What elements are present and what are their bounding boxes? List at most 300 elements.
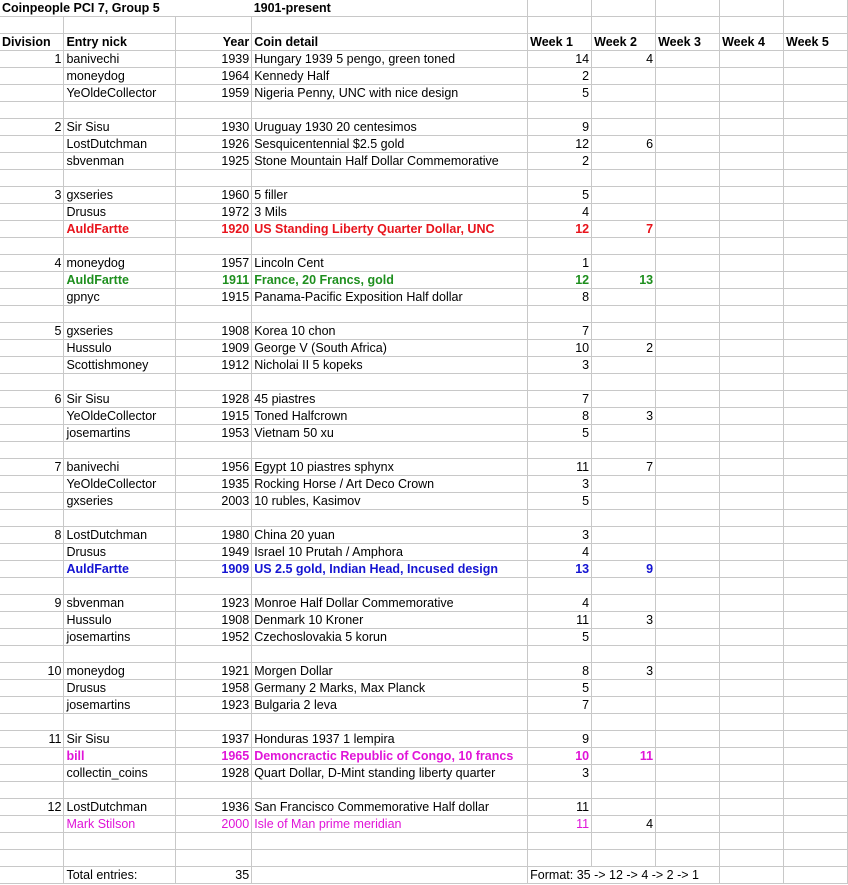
cell-empty[interactable]	[656, 578, 720, 595]
cell-empty[interactable]	[176, 850, 252, 867]
entry-year[interactable]: 2000	[176, 816, 252, 833]
week-4-score[interactable]	[720, 493, 784, 510]
cell-empty[interactable]	[656, 850, 720, 867]
week-2-score[interactable]	[592, 493, 656, 510]
week-4-score[interactable]	[720, 51, 784, 68]
cell-empty[interactable]	[528, 170, 592, 187]
week-2-score[interactable]	[592, 476, 656, 493]
week-3-score[interactable]	[656, 136, 720, 153]
week-4-score[interactable]	[720, 408, 784, 425]
entry-nick[interactable]: gpnyc	[64, 289, 176, 306]
week-1-score[interactable]: 2	[528, 153, 592, 170]
cell-empty[interactable]	[0, 408, 64, 425]
cell-empty[interactable]	[0, 68, 64, 85]
entry-nick[interactable]: Drusus	[64, 204, 176, 221]
week-5-score[interactable]	[784, 612, 848, 629]
week-5-score[interactable]	[784, 748, 848, 765]
entry-nick[interactable]: josemartins	[64, 629, 176, 646]
cell-empty[interactable]	[656, 714, 720, 731]
cell-empty[interactable]	[0, 629, 64, 646]
week-2-score[interactable]	[592, 765, 656, 782]
week-5-score[interactable]	[784, 323, 848, 340]
week-1-score[interactable]: 5	[528, 629, 592, 646]
header-week-3[interactable]: Week 3	[656, 34, 720, 51]
cell-empty[interactable]	[0, 153, 64, 170]
header-week-1[interactable]: Week 1	[528, 34, 592, 51]
week-5-score[interactable]	[784, 544, 848, 561]
week-3-score[interactable]	[656, 119, 720, 136]
week-4-score[interactable]	[720, 459, 784, 476]
week-3-score[interactable]	[656, 425, 720, 442]
entry-nick[interactable]: Drusus	[64, 544, 176, 561]
coin-detail[interactable]: Germany 2 Marks, Max Planck	[252, 680, 528, 697]
week-3-score[interactable]	[656, 731, 720, 748]
week-2-score[interactable]: 3	[592, 663, 656, 680]
division-number[interactable]: 10	[0, 663, 64, 680]
week-5-score[interactable]	[784, 136, 848, 153]
week-4-score[interactable]	[720, 119, 784, 136]
week-1-score[interactable]: 14	[528, 51, 592, 68]
week-4-score[interactable]	[720, 68, 784, 85]
entry-nick[interactable]: moneydog	[64, 68, 176, 85]
cell-empty[interactable]	[656, 17, 720, 34]
cell-empty[interactable]	[784, 306, 848, 323]
entry-year[interactable]: 1928	[176, 765, 252, 782]
coin-detail[interactable]: Sesquicentennial $2.5 gold	[252, 136, 528, 153]
entry-nick[interactable]: LostDutchman	[64, 527, 176, 544]
cell-empty[interactable]	[0, 102, 64, 119]
week-1-score[interactable]: 5	[528, 680, 592, 697]
entry-year[interactable]: 1926	[176, 136, 252, 153]
week-1-score[interactable]: 10	[528, 748, 592, 765]
week-2-score[interactable]	[592, 85, 656, 102]
week-3-score[interactable]	[656, 629, 720, 646]
cell-empty[interactable]	[252, 170, 528, 187]
cell-empty[interactable]	[528, 782, 592, 799]
week-1-score[interactable]: 4	[528, 204, 592, 221]
week-1-score[interactable]: 2	[528, 68, 592, 85]
week-1-score[interactable]: 10	[528, 340, 592, 357]
entry-nick[interactable]: Sir Sisu	[64, 731, 176, 748]
entry-year[interactable]: 1925	[176, 153, 252, 170]
entry-year[interactable]: 1957	[176, 255, 252, 272]
entry-year[interactable]: 1964	[176, 68, 252, 85]
entry-year[interactable]: 1953	[176, 425, 252, 442]
cell-empty[interactable]	[252, 510, 528, 527]
week-1-score[interactable]: 7	[528, 697, 592, 714]
week-2-score[interactable]	[592, 187, 656, 204]
week-2-score[interactable]	[592, 68, 656, 85]
entry-nick[interactable]: Mark Stilson	[64, 816, 176, 833]
entry-nick[interactable]: josemartins	[64, 425, 176, 442]
cell-empty[interactable]	[0, 374, 64, 391]
cell-empty[interactable]	[176, 510, 252, 527]
week-3-score[interactable]	[656, 272, 720, 289]
cell-empty[interactable]	[592, 646, 656, 663]
entry-nick[interactable]: gxseries	[64, 323, 176, 340]
week-3-score[interactable]	[656, 340, 720, 357]
cell-empty[interactable]	[656, 170, 720, 187]
cell-empty[interactable]	[720, 646, 784, 663]
total-entries-label[interactable]: Total entries:	[64, 867, 176, 884]
coin-detail[interactable]: Panama-Pacific Exposition Half dollar	[252, 289, 528, 306]
week-5-score[interactable]	[784, 391, 848, 408]
cell-empty[interactable]	[0, 833, 64, 850]
entry-year[interactable]: 1912	[176, 357, 252, 374]
cell-empty[interactable]	[252, 17, 528, 34]
week-2-score[interactable]	[592, 289, 656, 306]
week-2-score[interactable]: 9	[592, 561, 656, 578]
week-3-score[interactable]	[656, 612, 720, 629]
week-5-score[interactable]	[784, 289, 848, 306]
week-4-score[interactable]	[720, 272, 784, 289]
coin-detail[interactable]: Quart Dollar, D-Mint standing liberty quarter	[252, 765, 528, 782]
cell-empty[interactable]	[592, 850, 656, 867]
week-5-score[interactable]	[784, 663, 848, 680]
week-4-score[interactable]	[720, 816, 784, 833]
cell-empty[interactable]	[64, 578, 176, 595]
header-year[interactable]: Year	[176, 34, 252, 51]
entry-nick[interactable]: josemartins	[64, 697, 176, 714]
cell-empty[interactable]	[592, 306, 656, 323]
cell-empty[interactable]	[64, 442, 176, 459]
cell-empty[interactable]	[656, 646, 720, 663]
entry-nick[interactable]: moneydog	[64, 255, 176, 272]
week-3-score[interactable]	[656, 697, 720, 714]
week-5-score[interactable]	[784, 408, 848, 425]
entry-nick[interactable]: banivechi	[64, 459, 176, 476]
week-1-score[interactable]: 12	[528, 272, 592, 289]
cell-empty[interactable]	[176, 578, 252, 595]
week-1-score[interactable]: 3	[528, 527, 592, 544]
cell-empty[interactable]	[720, 374, 784, 391]
week-3-score[interactable]	[656, 153, 720, 170]
entry-year[interactable]: 1909	[176, 561, 252, 578]
week-3-score[interactable]	[656, 816, 720, 833]
cell-empty[interactable]	[252, 102, 528, 119]
cell-empty[interactable]	[784, 17, 848, 34]
entry-year[interactable]: 1930	[176, 119, 252, 136]
week-3-score[interactable]	[656, 289, 720, 306]
week-4-score[interactable]	[720, 391, 784, 408]
cell-empty[interactable]	[528, 578, 592, 595]
cell-empty[interactable]	[656, 510, 720, 527]
week-1-score[interactable]: 7	[528, 391, 592, 408]
week-2-score[interactable]: 6	[592, 136, 656, 153]
cell-empty[interactable]	[252, 833, 528, 850]
coin-detail[interactable]: China 20 yuan	[252, 527, 528, 544]
week-4-score[interactable]	[720, 289, 784, 306]
entry-nick[interactable]: collectin_coins	[64, 765, 176, 782]
division-number[interactable]: 5	[0, 323, 64, 340]
cell-empty[interactable]	[720, 510, 784, 527]
cell-empty[interactable]	[656, 782, 720, 799]
week-3-score[interactable]	[656, 663, 720, 680]
week-4-score[interactable]	[720, 595, 784, 612]
cell-empty[interactable]	[0, 221, 64, 238]
week-1-score[interactable]: 5	[528, 187, 592, 204]
coin-detail[interactable]: Rocking Horse / Art Deco Crown	[252, 476, 528, 493]
week-1-score[interactable]: 11	[528, 459, 592, 476]
cell-empty[interactable]	[720, 170, 784, 187]
entry-nick[interactable]: moneydog	[64, 663, 176, 680]
week-5-score[interactable]	[784, 595, 848, 612]
cell-empty[interactable]	[64, 170, 176, 187]
week-3-score[interactable]	[656, 391, 720, 408]
cell-empty[interactable]	[64, 374, 176, 391]
cell-empty[interactable]	[592, 782, 656, 799]
week-2-score[interactable]: 7	[592, 459, 656, 476]
week-5-score[interactable]	[784, 204, 848, 221]
week-3-score[interactable]	[656, 799, 720, 816]
cell-empty[interactable]	[176, 374, 252, 391]
cell-empty[interactable]	[64, 782, 176, 799]
cell-empty[interactable]	[720, 578, 784, 595]
week-5-score[interactable]	[784, 629, 848, 646]
cell-empty[interactable]	[176, 306, 252, 323]
entry-nick[interactable]: Drusus	[64, 680, 176, 697]
week-1-score[interactable]: 3	[528, 476, 592, 493]
cell-empty[interactable]	[784, 833, 848, 850]
week-2-score[interactable]: 3	[592, 612, 656, 629]
coin-detail[interactable]: US Standing Liberty Quarter Dollar, UNC	[252, 221, 528, 238]
cell-empty[interactable]	[784, 170, 848, 187]
week-4-score[interactable]	[720, 799, 784, 816]
cell-empty[interactable]	[0, 204, 64, 221]
cell-empty[interactable]	[64, 510, 176, 527]
cell-empty[interactable]	[592, 442, 656, 459]
cell-empty[interactable]	[0, 765, 64, 782]
cell-empty[interactable]	[64, 714, 176, 731]
coin-detail[interactable]: Demoncractic Republic of Congo, 10 francs	[252, 748, 528, 765]
cell-empty[interactable]	[0, 748, 64, 765]
format-text[interactable]: Format: 35 -> 12 -> 4 -> 2 -> 1	[528, 867, 720, 884]
cell-empty[interactable]	[784, 102, 848, 119]
week-3-score[interactable]	[656, 323, 720, 340]
cell-empty[interactable]	[784, 374, 848, 391]
entry-year[interactable]: 1937	[176, 731, 252, 748]
cell-empty[interactable]	[720, 442, 784, 459]
week-5-score[interactable]	[784, 816, 848, 833]
week-5-score[interactable]	[784, 425, 848, 442]
week-2-score[interactable]	[592, 255, 656, 272]
coin-detail[interactable]: Nigeria Penny, UNC with nice design	[252, 85, 528, 102]
cell-empty[interactable]	[592, 17, 656, 34]
week-5-score[interactable]	[784, 357, 848, 374]
division-number[interactable]: 9	[0, 595, 64, 612]
cell-empty[interactable]	[592, 238, 656, 255]
entry-year[interactable]: 1952	[176, 629, 252, 646]
week-4-score[interactable]	[720, 153, 784, 170]
division-number[interactable]: 2	[0, 119, 64, 136]
week-3-score[interactable]	[656, 187, 720, 204]
entry-year[interactable]: 1920	[176, 221, 252, 238]
cell-empty[interactable]	[528, 833, 592, 850]
coin-detail[interactable]: George V (South Africa)	[252, 340, 528, 357]
cell-empty[interactable]	[784, 238, 848, 255]
entry-year[interactable]: 1915	[176, 289, 252, 306]
cell-empty[interactable]	[64, 238, 176, 255]
week-3-score[interactable]	[656, 544, 720, 561]
entry-year[interactable]: 1936	[176, 799, 252, 816]
entry-year[interactable]: 1972	[176, 204, 252, 221]
week-1-score[interactable]: 7	[528, 323, 592, 340]
week-2-score[interactable]	[592, 391, 656, 408]
cell-empty[interactable]	[0, 289, 64, 306]
week-5-score[interactable]	[784, 476, 848, 493]
week-4-score[interactable]	[720, 425, 784, 442]
week-2-score[interactable]	[592, 731, 656, 748]
week-1-score[interactable]: 5	[528, 425, 592, 442]
week-3-score[interactable]	[656, 51, 720, 68]
header-week-5[interactable]: Week 5	[784, 34, 848, 51]
cell-empty[interactable]	[0, 697, 64, 714]
week-5-score[interactable]	[784, 153, 848, 170]
cell-empty[interactable]	[0, 340, 64, 357]
week-4-score[interactable]	[720, 187, 784, 204]
cell-empty[interactable]	[784, 442, 848, 459]
cell-empty[interactable]	[784, 782, 848, 799]
cell-empty[interactable]	[592, 578, 656, 595]
week-2-score[interactable]	[592, 697, 656, 714]
week-5-score[interactable]	[784, 561, 848, 578]
cell-empty[interactable]	[252, 850, 528, 867]
cell-empty[interactable]	[0, 272, 64, 289]
coin-detail[interactable]: Denmark 10 Kroner	[252, 612, 528, 629]
coin-detail[interactable]: France, 20 Francs, gold	[252, 272, 528, 289]
week-5-score[interactable]	[784, 459, 848, 476]
cell-empty[interactable]	[0, 544, 64, 561]
cell-empty[interactable]	[0, 136, 64, 153]
cell-empty[interactable]	[0, 357, 64, 374]
week-2-score[interactable]	[592, 357, 656, 374]
cell-empty[interactable]	[528, 714, 592, 731]
entry-nick[interactable]: gxseries	[64, 493, 176, 510]
week-5-score[interactable]	[784, 119, 848, 136]
week-5-score[interactable]	[784, 697, 848, 714]
coin-detail[interactable]: Bulgaria 2 leva	[252, 697, 528, 714]
cell-empty[interactable]	[592, 170, 656, 187]
cell-empty[interactable]	[592, 510, 656, 527]
week-2-score[interactable]: 4	[592, 816, 656, 833]
week-1-score[interactable]: 11	[528, 612, 592, 629]
entry-nick[interactable]: LostDutchman	[64, 799, 176, 816]
coin-detail[interactable]: Stone Mountain Half Dollar Commemorative	[252, 153, 528, 170]
header-coin-detail[interactable]: Coin detail	[252, 34, 528, 51]
division-number[interactable]: 6	[0, 391, 64, 408]
week-2-score[interactable]	[592, 204, 656, 221]
cell-empty[interactable]	[784, 510, 848, 527]
cell-empty[interactable]	[528, 442, 592, 459]
coin-detail[interactable]: Lincoln Cent	[252, 255, 528, 272]
cell-empty[interactable]	[64, 17, 176, 34]
week-3-score[interactable]	[656, 204, 720, 221]
entry-year[interactable]: 1949	[176, 544, 252, 561]
cell-empty[interactable]	[592, 102, 656, 119]
entry-nick[interactable]: Hussulo	[64, 340, 176, 357]
week-5-score[interactable]	[784, 680, 848, 697]
week-2-score[interactable]: 4	[592, 51, 656, 68]
entry-nick[interactable]: LostDutchman	[64, 136, 176, 153]
entry-nick[interactable]: banivechi	[64, 51, 176, 68]
entry-year[interactable]: 1908	[176, 612, 252, 629]
cell-empty[interactable]	[656, 0, 720, 17]
cell-empty[interactable]	[592, 714, 656, 731]
coin-detail[interactable]: 3 Mils	[252, 204, 528, 221]
cell-empty[interactable]	[176, 238, 252, 255]
entry-nick[interactable]: AuldFartte	[64, 221, 176, 238]
cell-empty[interactable]	[252, 646, 528, 663]
division-number[interactable]: 4	[0, 255, 64, 272]
entry-nick[interactable]: AuldFartte	[64, 561, 176, 578]
entry-nick[interactable]: YeOldeCollector	[64, 85, 176, 102]
week-2-score[interactable]: 13	[592, 272, 656, 289]
week-4-score[interactable]	[720, 748, 784, 765]
week-1-score[interactable]: 12	[528, 221, 592, 238]
coin-detail[interactable]: Vietnam 50 xu	[252, 425, 528, 442]
cell-empty[interactable]	[720, 782, 784, 799]
division-number[interactable]: 12	[0, 799, 64, 816]
cell-empty[interactable]	[252, 782, 528, 799]
coin-detail[interactable]: Israel 10 Prutah / Amphora	[252, 544, 528, 561]
week-5-score[interactable]	[784, 527, 848, 544]
week-4-score[interactable]	[720, 680, 784, 697]
division-number[interactable]: 3	[0, 187, 64, 204]
week-5-score[interactable]	[784, 221, 848, 238]
cell-empty[interactable]	[656, 238, 720, 255]
week-4-score[interactable]	[720, 204, 784, 221]
week-5-score[interactable]	[784, 799, 848, 816]
entry-year[interactable]: 1956	[176, 459, 252, 476]
week-3-score[interactable]	[656, 595, 720, 612]
entry-year[interactable]: 1928	[176, 391, 252, 408]
cell-empty[interactable]	[176, 833, 252, 850]
cell-empty[interactable]	[0, 816, 64, 833]
coin-detail[interactable]: Isle of Man prime meridian	[252, 816, 528, 833]
cell-empty[interactable]	[0, 476, 64, 493]
entry-year[interactable]: 1959	[176, 85, 252, 102]
cell-empty[interactable]	[528, 374, 592, 391]
week-2-score[interactable]: 7	[592, 221, 656, 238]
cell-empty[interactable]	[592, 833, 656, 850]
week-4-score[interactable]	[720, 357, 784, 374]
cell-empty[interactable]	[0, 17, 64, 34]
week-3-score[interactable]	[656, 680, 720, 697]
cell-empty[interactable]	[176, 170, 252, 187]
entry-year[interactable]: 1965	[176, 748, 252, 765]
cell-empty[interactable]	[64, 306, 176, 323]
week-5-score[interactable]	[784, 340, 848, 357]
cell-empty[interactable]	[252, 578, 528, 595]
cell-empty[interactable]	[0, 170, 64, 187]
header-entry-nick[interactable]: Entry nick	[64, 34, 176, 51]
week-5-score[interactable]	[784, 187, 848, 204]
cell-empty[interactable]	[176, 714, 252, 731]
cell-empty[interactable]	[528, 510, 592, 527]
week-4-score[interactable]	[720, 323, 784, 340]
week-4-score[interactable]	[720, 765, 784, 782]
cell-empty[interactable]	[656, 374, 720, 391]
cell-empty[interactable]	[656, 442, 720, 459]
week-2-score[interactable]	[592, 119, 656, 136]
entry-nick[interactable]: Sir Sisu	[64, 119, 176, 136]
cell-empty[interactable]	[0, 306, 64, 323]
week-4-score[interactable]	[720, 629, 784, 646]
week-3-score[interactable]	[656, 527, 720, 544]
sheet-date-range[interactable]: 1901-present	[252, 0, 528, 17]
cell-empty[interactable]	[784, 867, 848, 884]
week-5-score[interactable]	[784, 272, 848, 289]
